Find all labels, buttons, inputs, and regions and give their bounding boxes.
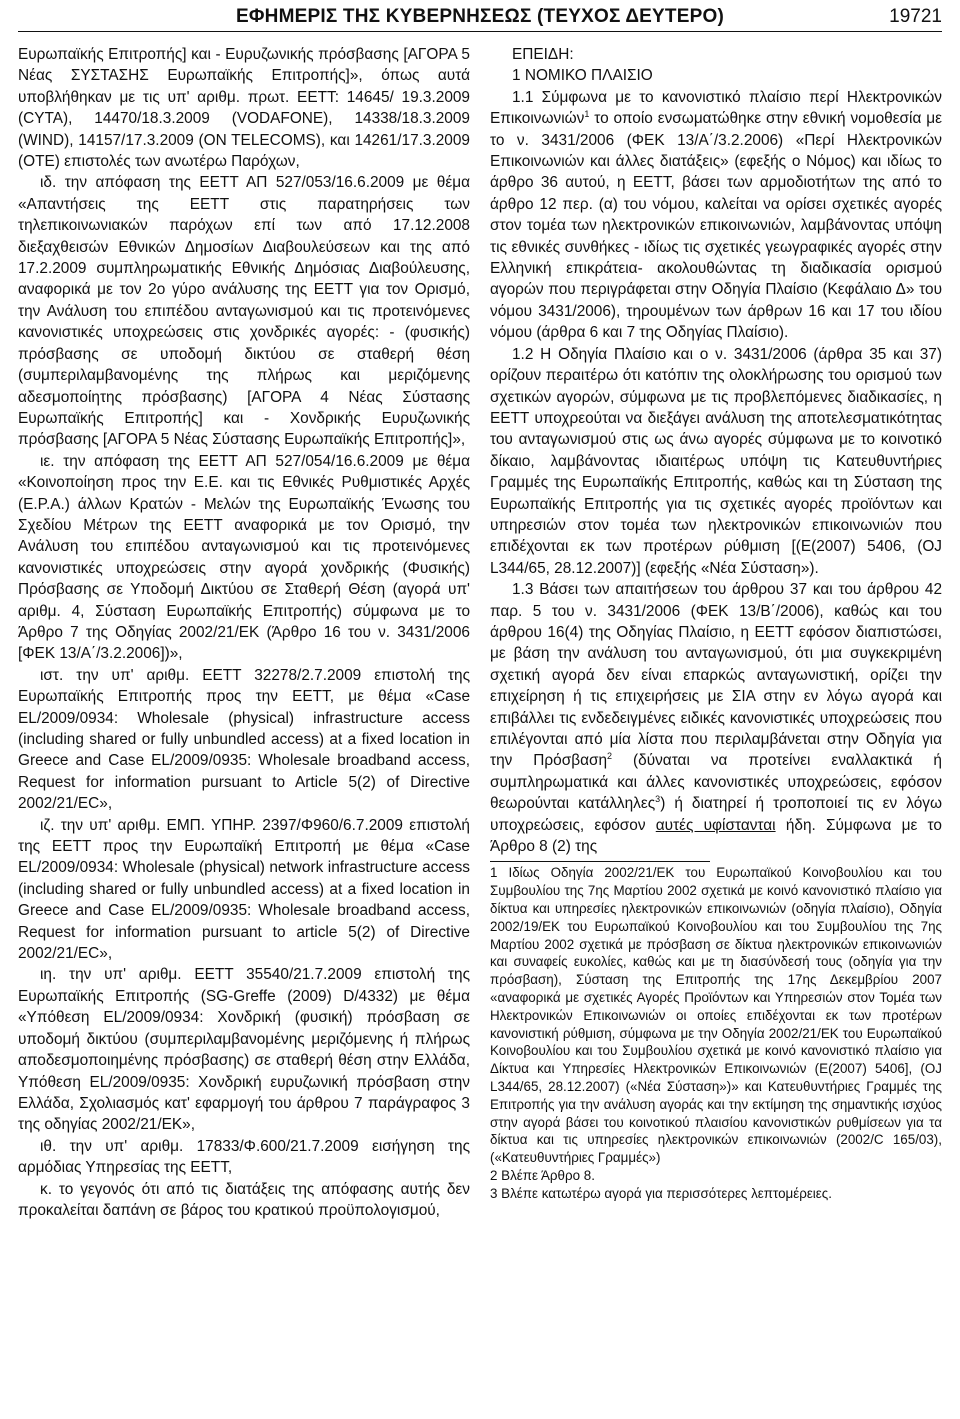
footnote-1: 1 Ιδίως Οδηγία 2002/21/ΕΚ του Ευρωπαϊκού Κοινοβουλίου και του Συμβουλίου της 7ης Μαρτίου 2002 σχετικά με κοινό κανονιστικό πλαίσιο για δίκτυα και υπηρεσίες ηλεκτρονικών επικοινωνιών (οδηγία πλαίσιο), Οδηγία 2002/19/ΕΚ του Ευρωπαϊκού Κοινοβουλίου και του Συμβουλίου της 7ης Μαρτίου 2002 σχετικά με πρόσβαση σε δίκτυα ηλεκτρονικών επικοινωνιών και συναφείς ευκολίες, καθώς και με τη διασύνδεσή τους (οδηγία για την πρόσβαση), Σύσταση της Επιτροπής της 17ης Δεκεμβρίου 2007 «αναφορικά με σχετικές Αγορές Προϊόντων και Υπηρεσιών στον Τομέα των Ηλεκτρονικών Επικοινωνιών οι οποίες επιδέχονται εκ των προτέρων κανονιστική ρύθμιση, σύμφωνα με την Οδηγία 2002/21/ΕΚ του Ευρωπαϊκού Κοινοβουλίου και του Συμβουλίου σχετικά με κοινό κανονιστικό πλαίσιο για Δίκτυα και Υπηρεσίες Ηλεκτρονικών Επικοινωνιών (Ε(2007) 5406], (OJ L344/65, 28.12.2007) («Νέα Σύσταση»)» και Κατευθυντήριες Γραμμές της Επιτροπής για την ανάλυση αγοράς και την εκτίμηση της σημαντικής ισχύος στην αγορά βάσει του κοινοτικού πλαισίου κανονιστικών ρυθμίσεων για τα δίκτυα και τις υπηρεσίες ηλεκτρονικών επικοινωνιών (2002/C 165/03), («Κατευθυντήριες Γραμμές») <box>490 865 942 1166</box>
paragraph-continuation: Ευρωπαϊκής Επιτροπής] και - Ευρυζωνικής πρόσβασης [ΑΓΟΡΑ 5 Νέας ΣΥΣΤΑΣΗΣ Ευρωπαϊκής Επιτροπής]», όπως αυτά υποβλήθηκαν με τις υπ' αριθμ. πρωτ. ΕΕΤΤ: 14645/ 19.3.2009 (CYTA), 14470/18.3.2009 (VODAFONE), 14338/18.3.2009 (WIND), 14157/17.3.2009 (ON TELECOMS), και 14261/17.3.2009 (ΟΤΕ) επιστολές των ανωτέρω Παρόχων, <box>18 46 470 171</box>
footnote-3: 3 Βλέπε κατωτέρω αγορά για περισσότερες λεπτομέρειες. <box>490 1185 832 1201</box>
paragraph-item-ie: ιε. την απόφαση της ΕΕΤΤ ΑΠ 527/054/16.6.2009 με θέμα «Κοινοποίηση προς την Ε.Ε. και τις Εθνικές Ρυθμιστικές Αρχές (Ε.Ρ.Α.) άλλων Κρατών - Μελών της Ευρωπαϊκής Ένωσης του Σχεδίου Μέτρων της ΕΕΤΤ αναφορικά με τον Ορισμό, την Ανάλυση του επιπέδου ανταγωνισμού και τις προτεινόμενες κανονιστικές υποχρεώσεις στην αγορά χονδρικής (Φυσικής) Πρόσβασης σε Υποδομή Δικτύου σε Σταθερή Θέση (αγορά υπ' αριθμ. 4, Σύσταση Ευρωπαϊκής Επιτροπής) σύμφωνα με το Άρθρο 7 της Οδηγίας 2002/21/ΕΚ (Άρθρο 16 του ν. 3431/2006 [ΦΕΚ 13/Α΄/3.2.2006])», <box>18 452 470 663</box>
footnote-divider <box>490 861 710 862</box>
underlined-phrase: αυτές υφίστανται <box>655 816 776 834</box>
paragraph-item-ith: ιθ. την υπ' αριθμ. 17833/Φ.600/21.7.2009 εισήγηση της αρμόδιας Υπηρεσίας της ΕΕΤΤ, <box>18 1137 470 1177</box>
page-number: 19721 <box>889 6 942 27</box>
section-subheading: 1 ΝΟΜΙΚΟ ΠΛΑΙΣΙΟ <box>512 67 653 85</box>
footnote-ref-3: 3 <box>655 794 661 805</box>
gazette-title: ΕΦΗΜΕΡΙΣ ΤΗΣ ΚΥΒΕΡΝΗΣΕΩΣ (ΤΕΥΧΟΣ ΔΕΥΤΕΡΟ) <box>236 6 724 27</box>
paragraph-item-ist: ιστ. την υπ' αριθμ. ΕΕΤΤ 32278/2.7.2009 επιστολή της Ευρωπαϊκής Επιτροπής προς την ΕΕΤΤ, με θέμα «Case EL/2009/0934: Wholesale (physical) infrastructure access (including shared or fully unbundled access) at a fixed location in Greece and Case EL/2009/0935: Wholesale broadband access, Request for information pursuant to Article 5(2) of Directive 2002/21/EC», <box>18 666 470 813</box>
header-divider <box>18 31 942 32</box>
paragraph-1-1: 1.1 Σύμφωνα με το κανονιστικό πλαίσιο περί Ηλεκτρονικών Επικοινωνιών$^1$ το οποίο ενσωματώθηκε στην εθνική νομοθεσία με το ν. 3431/2006 (ΦΕΚ 13/Α΄/3.2.2006) «Περί Ηλεκτρονικών Επικοινωνιών και άλλες διατάξεις» (εφεξής ο Νόμος) και ιδίως το άρθρο 36 αυτού, η ΕΕΤΤ, βάσει των αρμοδιοτήτων της από το άρθρο 12 περ. (α) του νόμου, καλείται να ορίσει σχετικές αγορές στον τομέα των ηλεκτρονικών επικοινωνιών, λαμβάνοντας υπόψη τις εθνικές συνθήκες - ιδίως τις σχετικές γεωγραφικές αγορές στην Ελληνική επικράτεια- ακολουθώντας τη διαδικασία ορισμού αγορών που περιγράφεται στην Οδηγία Πλαίσιο (Κεφάλαιο Δ» του νόμου 3431/2006), τηρουμένων των άρθρων 16 και 17 του ιδίου νόμου (άρθρα 6 και 7 της Οδηγίας Πλαίσιο). <box>490 88 942 342</box>
left-column <box>18 44 470 1221</box>
footnote-2: 2 Βλέπε Άρθρο 8. <box>490 1167 595 1183</box>
footnote-ref-1: 1 <box>584 109 590 120</box>
section-heading: ΕΠΕΙΔΗ: <box>512 46 574 63</box>
paragraph-item-id: ιδ. την απόφαση της ΕΕΤΤ ΑΠ 527/053/16.6.2009 με θέμα «Απαντήσεις της ΕΕΤΤ στις παρατηρήσεις των τηλεπικοινωνιακών παρόχων επί των από 17.12.2008 διεξαχθεισών Εθνικών Δημοσίων Διαβουλεύσεων και της από 17.2.2009 συμπληρωματικής Εθνικής Δημόσιας Διαβούλευσης, αναφορικά με τον 2ο γύρο ανάλυσης της ΕΕΤΤ για τον Ορισμό, την Ανάλυση του επιπέδου ανταγωνισμού και τις προτεινόμενες κανονιστικές υποχρεώσεις στις χονδρικές αγορές: - (φυσικής) πρόσβασης σε υποδομή δικτύου σε σταθερή θέση (συμπεριλαμβανομένης της πλήρως και μεριζόμενης αδεσμοποίητης πρόσβασης) [ΑΓΟΡΑ 4 Νέας Σύστασης Ευρωπαϊκής Επιτροπής] και - Χονδρικής Ευρυζωνικής πρόσβασης [ΑΓΟΡΑ 5 Νέας Σύστασης Ευρωπαϊκής Επιτροπής]», <box>18 174 470 449</box>
paragraph-1-2: 1.2 Η Οδηγία Πλαίσιο και ο ν. 3431/2006 (άρθρα 35 και 37) ορίζουν περαιτέρω ότι κατόπιν της ολοκλήρωσης του ορισμού των σχετικών αγορών, σύμφωνα με τις προβλεπόμενες διαδικασίες, η ΕΕΤΤ υποχρεούται να διεξάγει ανάλυση της αποτελεσματικότητας του ανταγωνισμού στις ως άνω αγορές σύμφωνα με το κοινοτικό δίκαιο, λαμβάνοντας ιδιαιτέρως υπόψη τις Κατευθυντήριες Γραμμές της Ευρωπαϊκής Επιτροπής, καθώς και τη Σύσταση της Ευρωπαϊκής Επιτροπής για τις σχετικές αγορές προϊόντων και υπηρεσιών στον τομέα των ηλεκτρονικών επικοινωνιών που επιδέχονται εκ των προτέρων ρύθμιση [(Ε(2007) 5406, (OJ L344/65, 28.12.2007)] (εφεξής «Νέα Σύσταση»). <box>490 345 942 577</box>
paragraph-item-iz: ιζ. την υπ' αριθμ. ΕΜΠ. ΥΠΗΡ. 2397/Φ960/6.7.2009 επιστολή της ΕΕΤΤ προς την Ευρωπαϊκή Επιτροπή με θέμα «Case EL/2009/0934: Wholesale (physical) network infrastructure access (including shared or fully unbundled access) at a fixed location in Greece and Case EL/2009/0935: Wholesale broadband access, Request for information pursuant to article 5(2) of Directive 2002/21/EC», <box>18 816 470 963</box>
right-column <box>490 44 942 1203</box>
footnote-ref-2: 2 <box>607 751 613 762</box>
paragraph-item-ih: ιη. την υπ' αριθμ. ΕΕΤΤ 35540/21.7.2009 επιστολή της Ευρωπαϊκής Επιτροπής (SG-Greffe (2009) D/4332) με θέμα «Υπόθεση EL/2009/0934: Χονδρική (φυσική) πρόσβαση σε υποδομή δικτύου (συμπεριλαμβανομένης μεριζόμενης ή πλήρως αποδεσμοποιημένης πρόσβασης) σε σταθερή θέση στην Ελλάδα, Υπόθεση EL/2009/0935: Χονδρική ευρυζωνική πρόσβαση στην Ελλάδα, Σχολιασμός κατ' εφαρμογή του άρθρου 7 παράγραφος 3 της οδηγίας 2002/21/ΕΚ», <box>18 966 470 1134</box>
paragraph-item-k: κ. το γεγονός ότι από τις διατάξεις της απόφασης αυτής δεν προκαλείται δαπάνη σε βάρος του κρατικού προϋπολογισμού, <box>18 1180 470 1219</box>
paragraph-1-3: 1.3 Βάσει των απαιτήσεων του άρθρου 37 και του άρθρου 42 παρ. 5 του ν. 3431/2006 (ΦΕΚ 13/Β΄/2006), καθώς και του άρθρου 16(4) της Οδηγίας Πλαίσιο, η ΕΕΤΤ εφόσον διαπιστώσει, με βάση την ανάλυση του ανταγωνισμού, ότι μια συγκεκριμένη σχετική αγορά δεν είναι επαρκώς ανταγωνιστική, ορίζει την επιχείρηση ή τις επιχειρήσεις με ΣΙΑ στην εν λόγω αγορά και επιβάλλει τις ενδεδειγμένες ειδικές κανονιστικές υποχρεώσεις που επιλέγονται από μία λίστα που περιλαμβάνεται στην Οδηγία για την Πρόσβαση$^2$ (δύναται να προτείνει εναλλακτικά ή συμπληρωματικά και άλλες κανονιστικές υποχρεώσεις, εφόσον θεωρούνται κατάλληλες$^3$) ή διατηρεί ή τροποποιεί τις εν λόγω υποχρεώσεις, εφόσον αυτές υφίστανται ήδη. Σύμφωνα με το Άρθρο 8 (2) της <box>490 581 942 856</box>
page-header <box>0 0 960 34</box>
